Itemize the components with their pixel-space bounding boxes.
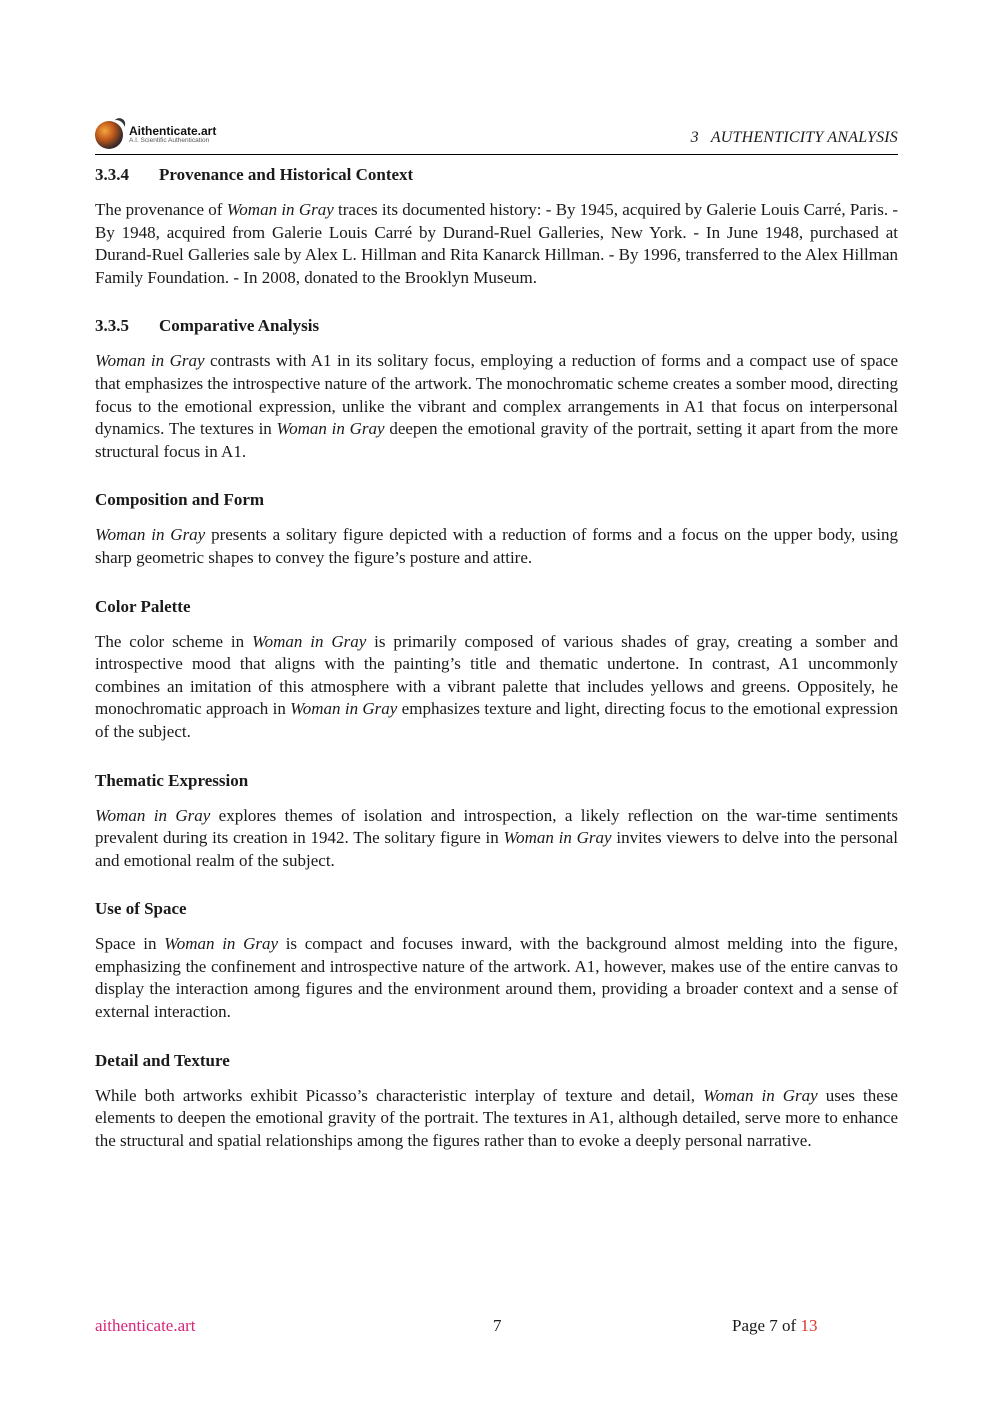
page-number: 7 <box>493 1316 502 1335</box>
provenance-paragraph: The provenance of Woman in Gray traces its documented history: - By 1945, acquired by Galerie Louis Carré, Paris. - By 1948, acquired from Galerie Louis Carré by Durand-Ruel Galleries, New York. - In June 1948, purchased at Durand-Ruel Galleries sale by Alex L. Hillman and Rita Kanarck Hillman. - By 1996, transferred to the Alex Hillman Family Foundation. - In 2008, donated to the Brooklyn Museum. <box>95 200 899 287</box>
footer-site-link[interactable]: aithenticate.art <box>95 1316 196 1335</box>
section-number: 3 <box>690 129 699 146</box>
space-paragraph: Space in Woman in Gray is compact and focuses inward, with the background almost melding into the figure, emphasizing the confinement and introspective nature of the artwork. A1, however, makes use of the entire canvas to display the interaction among figures and the environment around them, providing a broader context and a sense of external interaction. <box>95 934 898 1022</box>
page-footer <box>95 1316 898 1338</box>
color-heading: Color Palette <box>95 596 191 616</box>
composition-heading: Composition and Form <box>95 490 265 510</box>
comparative-paragraph: Woman in Gray contrasts with A1 in its solitary focus, employing a reduction of forms and a compact use of space that emphasizes the introspective nature of the artwork. The monochromatic scheme creates a somber mood, directing focus to the emotional expression, unlike the vibrant and complex arrangements in A1 that focus on interpersonal dynamics. The textures in Woman in Gray deepen the emotional gravity of the portrait, setting it apart from the more structural focus in A1. <box>95 351 898 461</box>
space-heading: Use of Space <box>95 899 187 919</box>
page-of-label: Page 7 of 13 <box>732 1316 818 1335</box>
running-head <box>691 129 898 147</box>
total-pages-link[interactable]: 13 <box>800 1316 818 1335</box>
page-content <box>95 163 898 1152</box>
logo-tagline: A.I. Scientific Authentication <box>129 137 210 145</box>
logo-name: Aithenticate.art <box>129 124 217 139</box>
color-paragraph: The color scheme in Woman in Gray is primarily composed of various shades of gray, creating a somber and introspective mood that aligns with the painting’s title and thematic undertone. In contrast, A1 uncommonly combines an imitation of this atmosphere with a vibrant palette that includes yellows and greens. Oppositely, he monochromatic approach in Woman in Gray emphasizes texture and light, directing focus to the emotional expression of the subject. <box>95 631 899 741</box>
section-title: AUTHENTICITY ANALYSIS <box>710 129 898 146</box>
detail-heading: Detail and Texture <box>95 1050 230 1070</box>
logo <box>95 120 216 150</box>
provenance-heading: 3.3.4 Provenance and Historical Context <box>95 165 414 184</box>
thematic-paragraph: Woman in Gray explores themes of isolation and introspection, a likely reflection on the war-time sentiments prevalent during its creation in 1942. The solitary figure in Woman in Gray invites viewers to delve into the personal and emotional realm of the subject. <box>95 805 898 870</box>
page-header <box>95 118 898 155</box>
thematic-heading: Thematic Expression <box>95 770 249 790</box>
composition-paragraph: Woman in Gray presents a solitary figure depicted with a reduction of forms and a focus on the upper body, using sharp geometric shapes to convey the figure’s posture and attire. <box>95 525 898 567</box>
detail-paragraph: While both artworks exhibit Picasso’s characteristic interplay of texture and detail, Woman in Gray uses these elements to deepen the emotional gravity of the portrait. The textures in A1, although detailed, serve more to enhance the structural and spatial relationships among the figures rather than to evoke a deeply personal narrative. <box>95 1085 898 1150</box>
brush-palette-icon <box>95 121 123 149</box>
comparative-heading: 3.3.5 Comparative Analysis <box>95 316 320 336</box>
